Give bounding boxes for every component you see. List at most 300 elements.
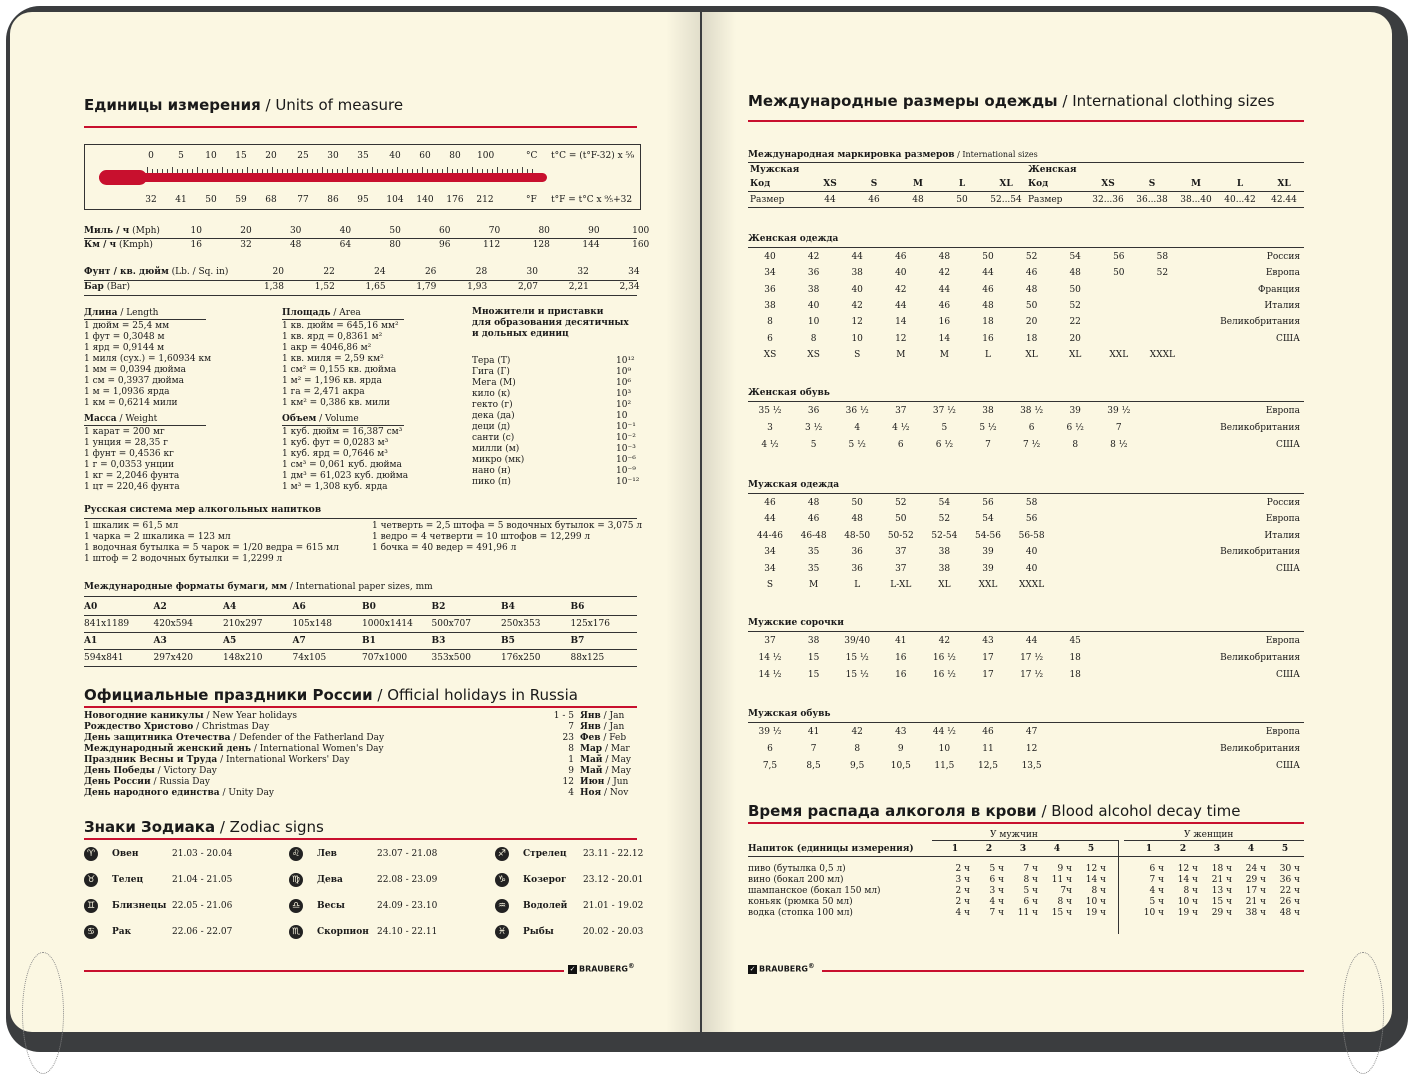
men-size-code: XL (999, 179, 1013, 189)
country-label: Россия (1266, 252, 1300, 262)
zodiac-name: Козерог (523, 875, 567, 885)
units-title: Единицы измерения / Units of measure (84, 96, 404, 114)
size-cell: 47 (1025, 727, 1038, 737)
size-cell: 16 (895, 652, 907, 663)
size-cell: 18 (1025, 333, 1038, 344)
alcohol-measures-title: Русская система мер алкогольных напитков (84, 505, 322, 515)
divider (84, 238, 637, 239)
men-time: 7 ч (989, 908, 1004, 918)
size-cell: S (854, 349, 861, 360)
length-item: 1 миля (сух.) = 1,60934 км (84, 354, 212, 364)
men-size-code: S (870, 179, 878, 189)
men-time: 19 ч (1085, 908, 1106, 918)
women-time: 12 ч (1177, 864, 1198, 874)
women-time: 13 ч (1211, 886, 1232, 896)
size-cell: 5 ½ (979, 422, 997, 433)
men-time: 7 ч (1023, 864, 1038, 874)
prefix-factor: 10⁻⁹ (616, 466, 636, 476)
alcohol-measure-item: 1 штоф = 2 водочных бутылки = 1,2299 л (84, 554, 283, 564)
size-cell: 10,5 (890, 760, 911, 771)
women-time: 30 ч (1279, 864, 1300, 874)
paper-size-cell: A6 (292, 602, 306, 612)
size-cell: 48-50 (844, 530, 871, 541)
prefix-name: милли (м) (472, 444, 520, 454)
holiday-name: Международный женский день / International Women's Day (84, 744, 384, 754)
holiday-month: Июн / Jun (580, 777, 629, 787)
paper-size-cell: B0 (362, 602, 376, 612)
paper-size-cell: 74x105 (292, 653, 327, 663)
size-cell: M (808, 580, 819, 590)
size-cell: 39 (982, 547, 994, 558)
size-cell: 42 (807, 252, 820, 262)
country-label: Великобритания (1220, 652, 1300, 663)
size-cell: 7 ½ (1022, 439, 1041, 450)
size-cell: 46-48 (800, 530, 827, 541)
men-time: 10 ч (1085, 897, 1106, 907)
men-header: У мужчин (990, 830, 1038, 840)
holiday-name: День народного единства / Unity Day (84, 788, 274, 798)
speed-value: 96 (439, 240, 451, 250)
paper-size-cell: B5 (501, 636, 515, 646)
pressure-value: 20 (272, 267, 284, 277)
divider (84, 295, 637, 296)
length-item: 1 фут = 0,3048 м (84, 332, 165, 342)
fahrenheit-tick-label: 176 (446, 195, 464, 205)
size-cell: 36 (851, 547, 863, 558)
divider (748, 631, 1304, 632)
fahrenheit-tick-label: 50 (205, 195, 217, 205)
prefix-name: кило (к) (472, 389, 511, 399)
size-cell: XS (763, 349, 777, 360)
size-label: Размер (750, 195, 785, 205)
gemini-icon: ♊ (84, 899, 98, 913)
volume-item: 1 см³ = 0,061 куб. дюйма (282, 460, 402, 470)
pressure-value: 26 (424, 267, 437, 277)
alcohol-measure-item: 1 ведро = 4 четверти = 10 штофов = 12,299 л (372, 532, 591, 542)
women-size-value: 38...40 (1180, 195, 1212, 205)
divider (84, 596, 637, 597)
size-cell: 5 (941, 422, 948, 433)
divider (748, 493, 1304, 494)
men-time: 6 ч (1023, 897, 1038, 907)
paper-size-cell: A2 (153, 602, 167, 612)
paper-size-cell: 148x210 (223, 653, 263, 663)
speed-value: 80 (538, 226, 550, 236)
men-time: 11 ч (1051, 875, 1072, 885)
celsius-tick-label: 20 (265, 151, 277, 161)
holiday-day: 1 - 5 (553, 711, 574, 721)
volume-item: 1 м³ = 1,308 куб. ярда (282, 482, 388, 492)
country-label: Европа (1265, 268, 1300, 279)
size-cell: 14 ½ (758, 652, 782, 663)
men-label: Мужская (750, 165, 800, 175)
celsius-tick-label: 10 (205, 151, 217, 161)
size-cell: 46 (764, 498, 776, 508)
size-cell: 46 (982, 284, 994, 295)
prefixes-title: Множители и приставки для образования десятичных и дольных единиц (472, 307, 629, 339)
size-cell: 43 (982, 636, 994, 646)
zodiac-dates: 20.02 - 20.03 (583, 927, 644, 937)
size-cell: 54 (938, 498, 951, 508)
men-size-value: 50 (956, 195, 968, 205)
women-time: 26 ч (1279, 897, 1300, 907)
holiday-day: 9 (568, 766, 574, 776)
volume-item: 1 дм³ = 61,023 куб. дюйма (282, 471, 409, 481)
alcohol-measure-item: 1 водочная бутылка = 5 чарок = 1/20 ведра = 615 мл (84, 543, 339, 553)
paper-size-cell: A4 (223, 602, 237, 612)
holiday-month: Фев / Feb (580, 733, 627, 743)
women-size-code: S (1148, 179, 1156, 189)
size-cell: 39 ½ (758, 727, 782, 737)
size-cell: 34 (764, 547, 776, 558)
size-cell: 3 ½ (804, 422, 823, 433)
speed-value: 64 (339, 240, 352, 250)
size-cell: 54 (1069, 252, 1081, 262)
size-cell: 9,5 (850, 760, 865, 771)
fahrenheit-tick-label: 140 (416, 195, 434, 205)
size-cell: XL (938, 580, 951, 590)
size-cell: 16 ½ (932, 669, 956, 680)
size-cell: 52 (1069, 300, 1081, 311)
size-cell: 8 (767, 317, 773, 328)
women-time: 15 ч (1211, 897, 1232, 907)
size-cell: 35 (807, 547, 820, 558)
size-cell: 41 (807, 727, 820, 737)
size-cell: 7,5 (762, 760, 778, 771)
divider (932, 840, 1118, 841)
men-clothing-title: Мужская одежда (748, 480, 840, 490)
length-title: Длина / Length (84, 308, 206, 320)
size-cell: 7 (985, 439, 991, 450)
men-time: 15 ч (1051, 908, 1072, 918)
virgo-icon: ♍ (289, 873, 303, 887)
divider (748, 722, 1304, 723)
size-cell: 20 (1025, 317, 1038, 328)
size-cell: 14 (938, 333, 951, 344)
size-cell: 42 (895, 284, 907, 295)
women-shoes-title: Женская обувь (748, 388, 830, 398)
speed-value: 70 (488, 226, 501, 236)
size-cell: 8,5 (806, 760, 821, 771)
size-cell: 54-56 (975, 530, 1001, 541)
alcohol-measure-item: 1 чарка = 2 шкалика = 123 мл (84, 532, 231, 542)
size-cell: XL (1068, 349, 1082, 360)
men-col-header: 3 (1019, 844, 1027, 854)
fahrenheit-tick-label: 86 (327, 195, 339, 205)
size-cell: 46 (1025, 268, 1038, 279)
holiday-month: Ноя / Nov (580, 788, 629, 798)
alcohol-measure-item: 1 бочка = 40 ведер = 491,96 л (372, 543, 517, 553)
paper-title: Международные форматы бумаги, мм / International paper sizes, mm (84, 582, 433, 592)
size-cell: 56 (1113, 252, 1125, 262)
size-cell: 56 (1025, 514, 1038, 525)
size-cell: 17 ½ (1020, 652, 1044, 663)
women-col-header: 5 (1281, 844, 1289, 854)
men-time: 3 ч (955, 875, 970, 885)
footer-line (822, 970, 1304, 972)
paper-size-cell: A0 (84, 602, 98, 612)
zodiac-dates: 21.03 - 20.04 (172, 849, 233, 859)
country-label: Великобритания (1220, 547, 1300, 558)
pressure-value: 2,21 (568, 282, 589, 292)
size-cell: 12,5 (977, 760, 999, 771)
women-size-code: L (1236, 179, 1244, 189)
holiday-name: День Победы / Victory Day (84, 766, 217, 776)
country-label: Европа (1265, 727, 1300, 737)
celsius-tick-label: 40 (389, 151, 401, 161)
size-cell: XXL (1109, 349, 1129, 360)
size-cell: 6 (767, 333, 773, 344)
volume-item: 1 куб. ярд = 0,7646 м³ (282, 449, 388, 459)
area-item: 1 кв. дюйм = 645,16 мм² (282, 321, 399, 331)
size-cell: 48 (1069, 268, 1081, 279)
zodiac-title: Знаки Зодиака / Zodiac signs (84, 818, 324, 836)
divider (84, 280, 637, 281)
country-label: США (1276, 333, 1300, 344)
speed-value: 100 (632, 226, 650, 236)
zodiac-name: Овен (112, 849, 139, 859)
prefix-factor: 10³ (616, 389, 632, 399)
size-cell: 38 (851, 268, 863, 279)
men-time: 5 ч (989, 864, 1004, 874)
paper-size-cell: 841x1189 (84, 619, 130, 629)
men-shoes-title: Мужская обувь (748, 709, 831, 719)
size-cell: 18 (1069, 669, 1081, 680)
length-item: 1 м = 1,0936 ярда (84, 387, 170, 397)
women-time: 48 ч (1279, 908, 1300, 918)
aquarius-icon: ♒ (495, 899, 509, 913)
size-cell: 15 (807, 669, 820, 680)
size-cell: 52 (938, 514, 951, 525)
size-cell: 44-46 (757, 530, 783, 541)
size-cell: 42 (851, 300, 863, 311)
country-label: Великобритания (1220, 743, 1300, 754)
prefix-factor: 10⁻¹ (616, 422, 636, 432)
code-label: Код (750, 179, 771, 189)
speed-value: 144 (582, 240, 600, 250)
drink-header: Напиток (единицы измерения) (748, 844, 914, 854)
prefix-name: деци (д) (472, 422, 511, 432)
leo-icon: ♌ (289, 847, 303, 861)
country-label: США (1276, 439, 1300, 450)
women-time: 8 ч (1183, 886, 1198, 896)
men-time: 11 ч (1017, 908, 1038, 918)
pressure-value: 24 (374, 267, 386, 277)
cancer-icon: ♋ (84, 925, 98, 939)
size-cell: 46 (982, 727, 994, 737)
pressure-value: 1,93 (467, 282, 488, 292)
speed-value: 20 (240, 226, 252, 236)
paper-size-cell: B1 (362, 636, 376, 646)
paper-size-cell: B4 (501, 602, 515, 612)
speed-value: 32 (240, 240, 252, 250)
size-cell: 12 (895, 333, 907, 344)
zodiac-dates: 24.09 - 23.10 (377, 901, 438, 911)
fahrenheit-formula: t°F = t°C x ⁹⁄₅+32 (551, 195, 633, 205)
left-page (10, 12, 700, 1032)
area-item: 1 кв. миля = 2,59 км² (282, 354, 384, 364)
paper-size-cell: A1 (84, 636, 98, 646)
women-time: 29 ч (1211, 908, 1232, 918)
brand-logo: ✓ BRAUBERG® (749, 962, 815, 974)
drink-name: шампанское (бокал 150 мл) (748, 886, 881, 896)
prefix-factor: 10⁹ (616, 367, 632, 377)
area-item: 1 акр = 4046,86 м² (282, 343, 372, 353)
fahrenheit-tick-label: 59 (235, 195, 247, 205)
prefix-factor: 10 (616, 411, 628, 421)
pressure-value: 22 (323, 267, 335, 277)
women-time: 4 ч (1149, 886, 1164, 896)
size-cell: 12 (851, 317, 863, 328)
paper-size-cell: 353x500 (431, 653, 471, 663)
size-cell: 38 (764, 300, 776, 311)
divider (84, 666, 637, 667)
size-cell: 44 (938, 284, 951, 295)
size-cell: 14 ½ (758, 669, 782, 680)
speed-value: 10 (190, 226, 202, 236)
speed-value: 60 (439, 226, 451, 236)
size-cell: 8 (854, 743, 861, 754)
paper-size-cell: 420x594 (153, 619, 193, 629)
brand-logo: ✓ BRAUBERG® (569, 962, 635, 974)
paper-size-cell: 88x125 (570, 653, 605, 663)
size-cell: 36 (807, 268, 820, 279)
prefix-name: гекто (г) (472, 400, 513, 410)
mass-title: Масса / Weight (84, 414, 206, 426)
celsius-tick-label: 80 (449, 151, 461, 161)
holiday-name: День России / Russia Day (84, 777, 210, 787)
size-cell: 37 (895, 406, 907, 416)
size-cell: 50 (851, 498, 863, 508)
size-cell: 18 (1069, 652, 1081, 663)
size-cell: 41 (895, 636, 907, 646)
zodiac-dates: 21.04 - 21.05 (172, 875, 233, 885)
holiday-name: Рождество Христово / Christmas Day (84, 722, 270, 732)
paper-size-cell: A7 (292, 636, 306, 646)
prefix-factor: 10⁻³ (616, 444, 636, 454)
paper-size-cell: B2 (431, 602, 446, 612)
men-time: 6 ч (989, 875, 1004, 885)
paper-size-cell: 707x1000 (362, 653, 408, 663)
size-cell: 11,5 (934, 760, 955, 771)
women-time: 36 ч (1279, 875, 1300, 885)
pressure-value: 1,65 (365, 282, 386, 292)
men-time: 3 ч (989, 886, 1004, 896)
paper-size-cell: 250x353 (501, 619, 541, 629)
women-size-code: XL (1277, 179, 1291, 189)
speed-value: 40 (339, 226, 352, 236)
country-label: США (1276, 669, 1300, 680)
paper-size-cell: B6 (570, 602, 585, 612)
country-label: Европа (1265, 636, 1300, 646)
size-cell: 39 (1069, 406, 1081, 416)
size-cell: 39 (982, 563, 994, 574)
celsius-tick-label: 0 (148, 151, 154, 161)
celsius-tick-label: 30 (327, 151, 339, 161)
zodiac-name: Весы (317, 901, 345, 911)
women-time: 5 ч (1149, 897, 1164, 907)
size-cell: 58 (1156, 252, 1169, 262)
mass-item: 1 фунт = 0,4536 кг (84, 449, 174, 459)
celsius-tick-label: 100 (477, 151, 495, 161)
thermometer-box (84, 144, 641, 210)
men-time: 2 ч (955, 864, 970, 874)
size-cell: 12 (1025, 743, 1038, 754)
kmph-label: Км / ч (Kmph) (84, 240, 153, 250)
size-cell: 15 ½ (845, 669, 869, 680)
size-cell: 40 (1025, 563, 1038, 574)
size-cell: 36 (851, 563, 863, 574)
divider (748, 191, 1304, 192)
paper-size-cell: 500x707 (431, 619, 471, 629)
footer-line (84, 970, 564, 972)
prefix-name: Гига (Г) (472, 367, 510, 377)
women-time: 7 ч (1149, 875, 1164, 885)
area-item: 1 га = 2,471 акра (282, 387, 365, 397)
size-cell: L-XL (890, 580, 912, 590)
title-underline (748, 822, 1304, 824)
paper-size-cell: 1000x1414 (362, 619, 413, 629)
women-time: 14 ч (1177, 875, 1198, 885)
size-cell: 20 (1069, 333, 1081, 344)
size-cell: 34 (764, 268, 776, 279)
length-item: 1 дюйм = 25,4 мм (84, 321, 170, 331)
size-cell: 40 (1025, 547, 1038, 558)
mass-item: 1 цт = 220,46 фунта (84, 482, 180, 492)
size-cell: 50 (895, 514, 907, 525)
men-size-value: 46 (868, 195, 880, 205)
men-size-value: 52...54 (990, 195, 1022, 205)
size-cell: 44 (851, 252, 863, 262)
celsius-tick-label: 35 (357, 151, 369, 161)
men-size-value: 48 (912, 195, 924, 205)
size-cell: 52 (895, 498, 907, 508)
paper-size-cell: B3 (431, 636, 446, 646)
zodiac-name: Скорпион (317, 927, 369, 937)
country-label: Россия (1266, 498, 1300, 508)
size-cell: 8 (1072, 439, 1079, 450)
size-cell: 45 (1069, 636, 1081, 646)
size-cell: 10 (851, 333, 863, 344)
fahrenheit-tick-label: 41 (175, 195, 187, 205)
women-size-code: XS (1101, 179, 1115, 189)
men-shirts-title: Мужские сорочки (748, 618, 844, 628)
drink-name: вино (бокал 200 мл) (748, 875, 844, 885)
size-cell: 46 (938, 300, 951, 311)
size-cell: 13,5 (1021, 760, 1042, 771)
size-cell: 54 (982, 514, 994, 525)
size-cell: 56 (982, 498, 994, 508)
drink-name: водка (стопка 100 мл) (748, 908, 853, 918)
size-cell: 7 (810, 743, 817, 754)
title-underline (84, 126, 637, 128)
size-cell: 4 ½ (761, 439, 779, 450)
country-label: Европа (1265, 514, 1300, 525)
fahrenheit-tick-label: 68 (265, 195, 277, 205)
volume-item: 1 куб. дюйм = 16,387 см³ (282, 427, 403, 437)
size-cell: 8 (810, 333, 817, 344)
size-cell: 4 ½ (892, 422, 910, 433)
intl-sizes-title: Международная маркировка размеров / International sizes (748, 150, 1038, 160)
psi-label: Фунт / кв. дюйм (Lb. / Sq. in) (84, 267, 229, 277)
paper-size-cell: A5 (223, 636, 237, 646)
size-cell: M (896, 349, 906, 360)
zodiac-name: Лев (317, 849, 337, 859)
thermometer-bulb (99, 170, 147, 185)
size-cell: 17 ½ (1020, 669, 1044, 680)
size-cell: 56-58 (1018, 530, 1045, 541)
fahrenheit-tick-label: 104 (386, 195, 404, 205)
